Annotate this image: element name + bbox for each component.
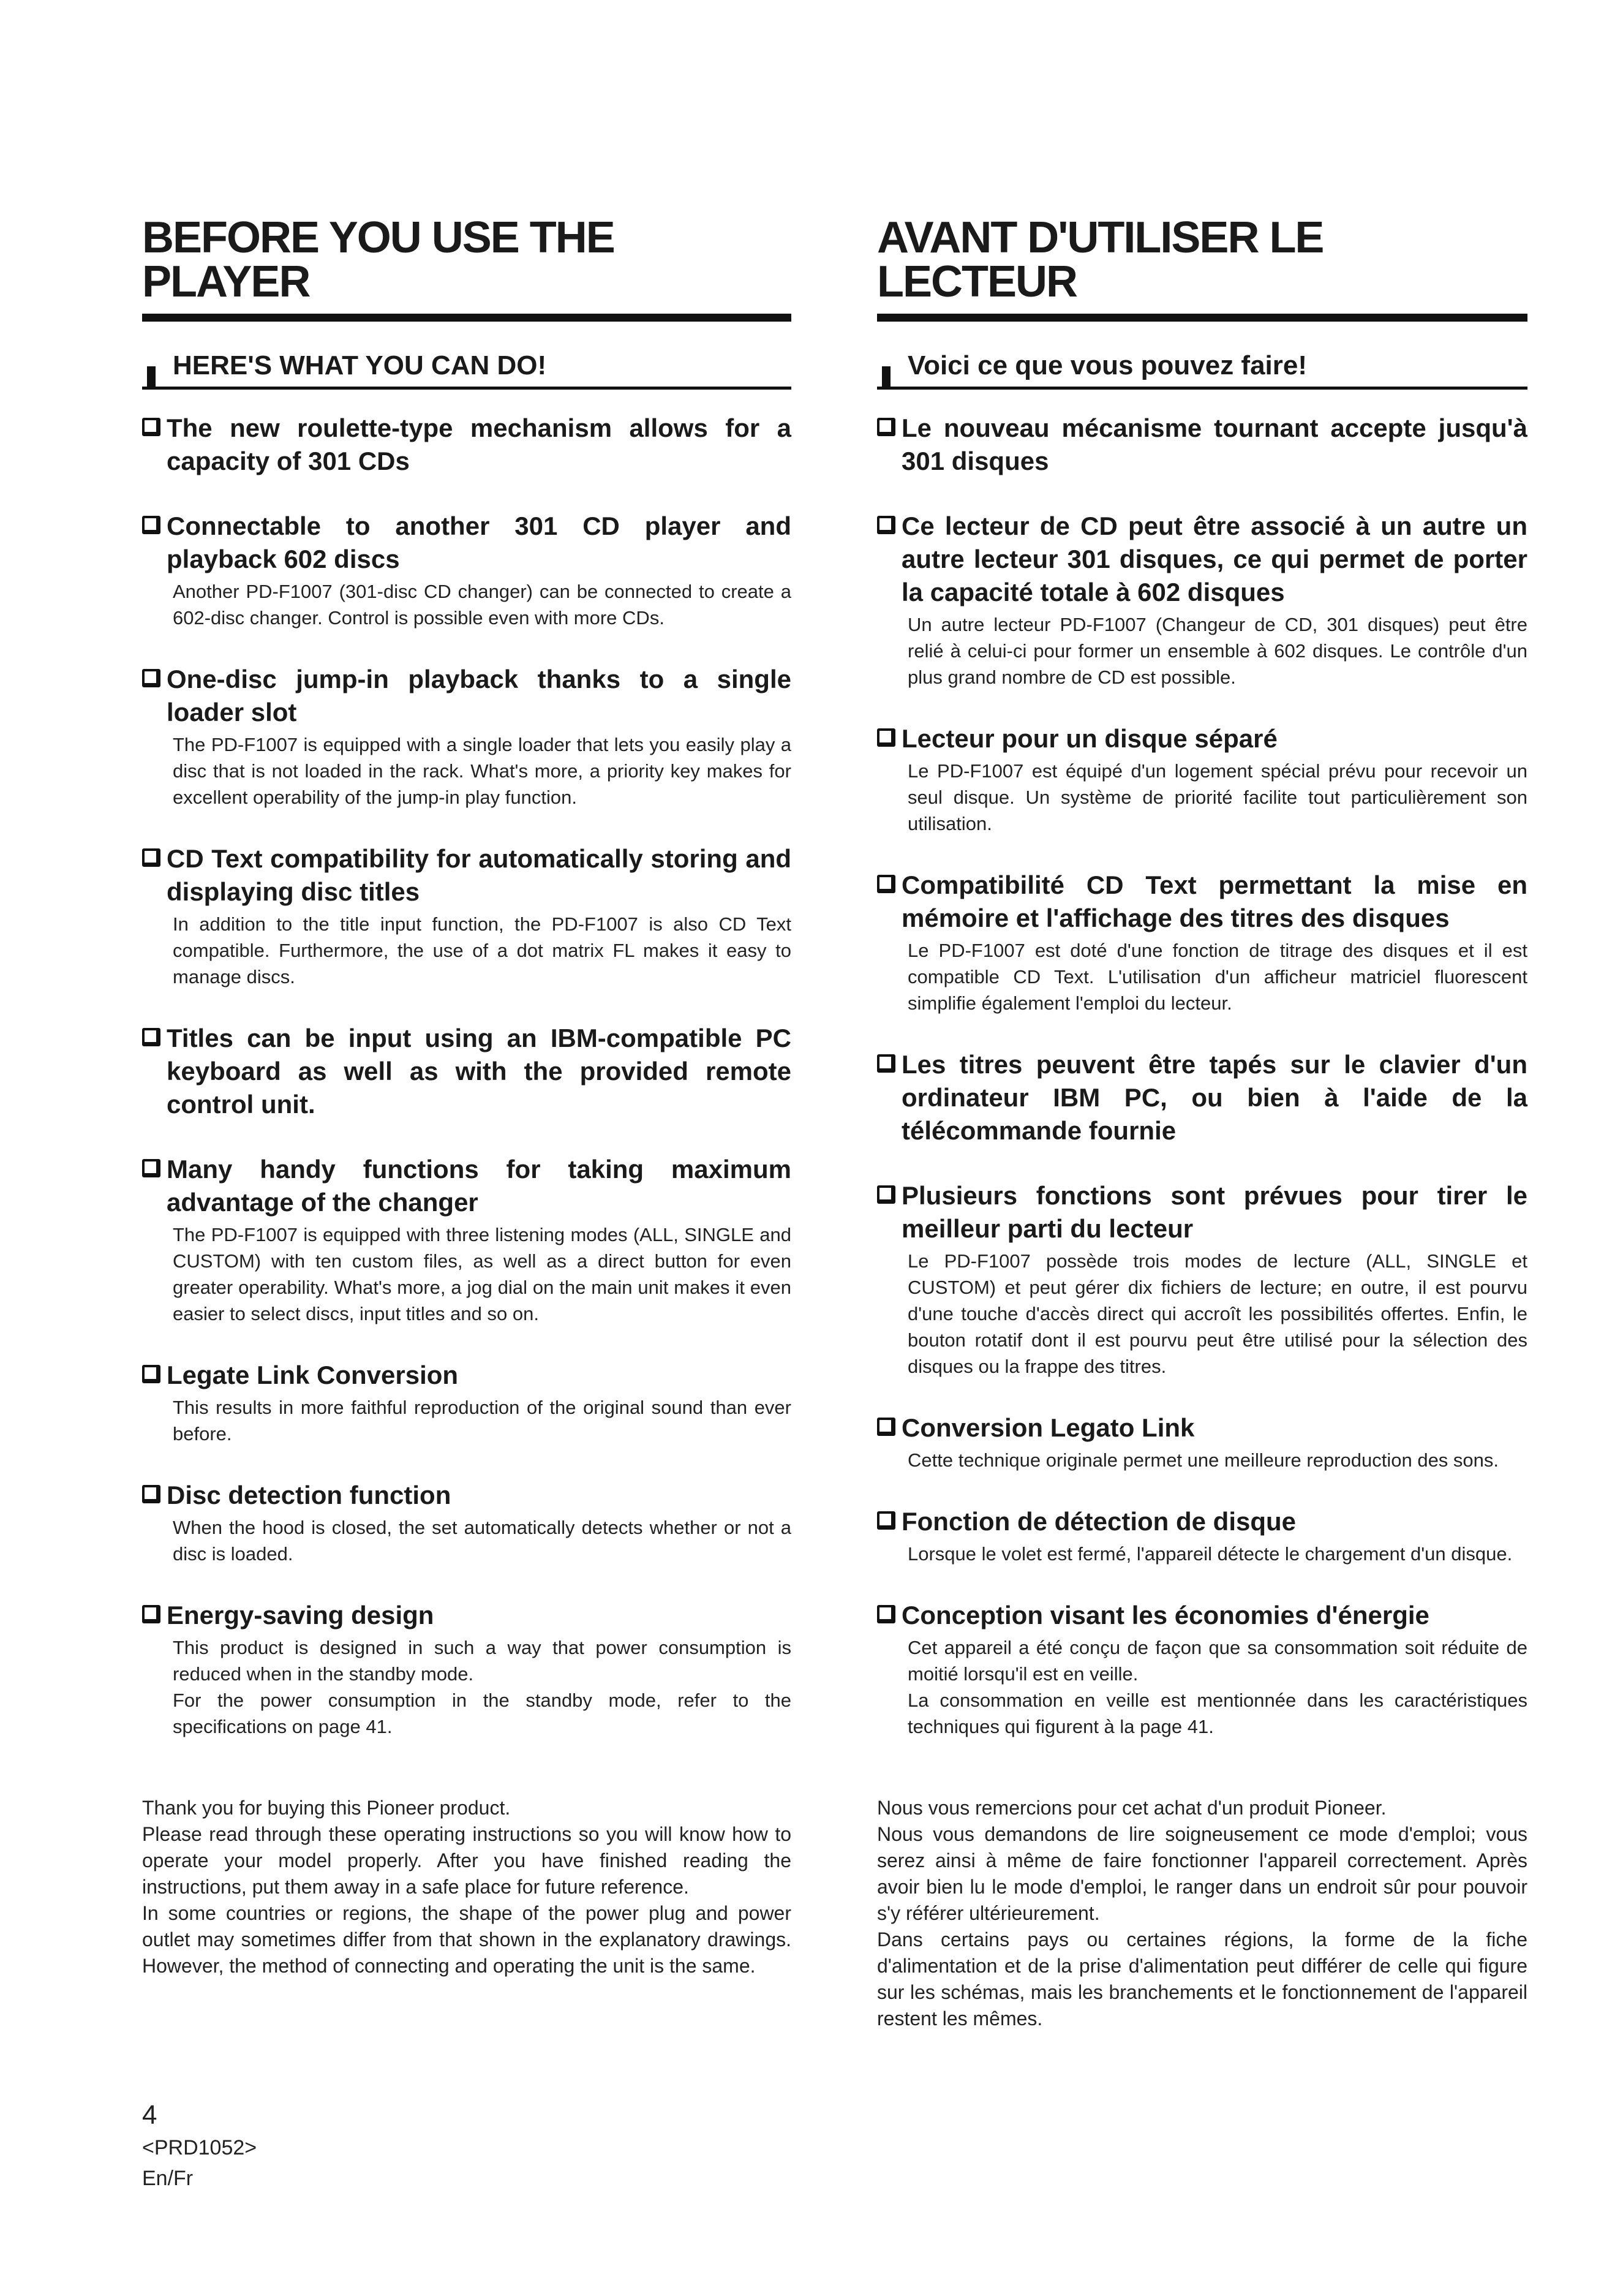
description-paragraph: For the power consumption in the standby mode, refer to the specifications on page 41. (173, 1690, 791, 1738)
description-paragraph: Cette technique originale permet une meilleure reproduction des sons. (908, 1449, 1499, 1471)
description-paragraph: When the hood is closed, the set automatically detects whether or not a disc is loaded. (173, 1517, 791, 1565)
intro-paragraph: Dans certains pays ou certaines régions, la forme de la fiche d'alimentation et de la prise d'alimentation peut différer de celle qui figure sur les schémas, mais les branchements et le fonctionnement de l'appareil restent les mêmes. (877, 1928, 1527, 2030)
feature-item (877, 1048, 1527, 1147)
feature-list-french (877, 412, 1527, 1740)
feature-description (908, 937, 1527, 1016)
feature-item (142, 1153, 791, 1327)
checkbox-icon (142, 1159, 160, 1177)
feature-description (173, 1394, 791, 1447)
description-paragraph: Another PD-F1007 (301-disc CD changer) can be connected to create a 602-disc changer. Control is possible even with more CDs. (173, 581, 791, 629)
feature-title: Les titres peuvent être tapés sur le clavier d'un ordinateur IBM PC, ou bien à l'aide de la télécommande fournie (902, 1050, 1527, 1146)
description-paragraph: In addition to the title input function, the PD-F1007 is also CD Text compatible. Furthermore, the use of a dot matrix FL makes it easy to manage discs. (173, 913, 791, 988)
feature-item (142, 412, 791, 478)
feature-item (142, 1479, 791, 1567)
feature-description (908, 1447, 1527, 1473)
checkbox-icon (877, 875, 895, 893)
feature-title: Energy-saving design (167, 1601, 434, 1630)
feature-title: Ce lecteur de CD peut être associé à un autre un autre lecteur 301 disques, ce qui permet de porter la capacité totale à 602 disques (902, 512, 1527, 607)
feature-title: Plusieurs fonctions sont prévues pour tirer le meilleur parti du lecteur (902, 1181, 1527, 1244)
feature-heading (877, 510, 1527, 609)
feature-title: The new roulette-type mechanism allows for a capacity of 301 CDs (167, 414, 791, 476)
intro-paragraph: Nous vous demandons de lire soigneusement ce mode d'emploi; vous serez ainsi à même de faire fonctionner l'appareil correctement. Après avoir bien lu le mode d'emploi, le ranger dans un endroit sûr pour pouvoir s'y référer ultérieurement. (877, 1823, 1527, 1924)
subheading-french (877, 351, 1527, 390)
feature-heading (142, 412, 791, 478)
feature-item (877, 510, 1527, 690)
intro-french (877, 1795, 1527, 2032)
feature-item (877, 1179, 1527, 1380)
feature-item (877, 722, 1527, 837)
section-marker-icon (882, 366, 891, 390)
intro-paragraph: Nous vous remercions pour cet achat d'un produit Pioneer. (877, 1797, 1387, 1819)
description-paragraph: Lorsque le volet est fermé, l'appareil détecte le chargement d'un disque. (908, 1543, 1513, 1565)
feature-item (142, 663, 791, 810)
feature-title: Titles can be input using an IBM-compatible PC keyboard as well as with the provided remote control unit. (167, 1024, 791, 1119)
checkbox-icon (142, 1485, 160, 1503)
feature-description (173, 1222, 791, 1327)
feature-title: Compatibilité CD Text permettant la mise en mémoire et l'affichage des titres des disques (902, 870, 1527, 933)
feature-description (908, 758, 1527, 837)
feature-description (173, 1514, 791, 1567)
feature-heading (877, 1411, 1527, 1444)
checkbox-icon (142, 516, 160, 534)
checkbox-icon (877, 516, 895, 534)
subheading-english (142, 351, 791, 390)
feature-heading (142, 663, 791, 729)
intro-paragraph: In some countries or regions, the shape of the power plug and power outlet may sometimes differ from that shown in the explanatory drawings. However, the method of connecting and operating the unit is the same. (142, 1902, 791, 1977)
feature-heading (142, 1153, 791, 1219)
description-paragraph: Cet appareil a été conçu de façon que sa consommation soit réduite de moitié lorsqu'il est en veille. (908, 1637, 1527, 1685)
checkbox-icon (877, 1511, 895, 1530)
feature-description (908, 1248, 1527, 1380)
feature-description (908, 1541, 1527, 1567)
description-paragraph: The PD-F1007 is equipped with a single loader that lets you easily play a disc that is not loaded in the rack. What's more, a priority key makes for excellent operability of the jump-in play function. (173, 734, 791, 809)
description-paragraph: This product is designed in such a way that power consumption is reduced when in the standby mode. (173, 1637, 791, 1685)
feature-item (142, 1022, 791, 1121)
feature-heading (877, 1599, 1527, 1632)
description-paragraph: Le PD-F1007 est équipé d'un logement spécial prévu pour recevoir un seul disque. Un système de priorité facilite tout particulièrement son utilisation. (908, 760, 1527, 835)
checkbox-icon (877, 418, 895, 436)
document-code: <PRD1052> (142, 2136, 257, 2159)
description-paragraph: Le PD-F1007 est doté d'une fonction de titrage des disques et il est compatible CD Text. L'utilisation d'un afficheur matriciel fluorescent simplifie également l'emploi du lecteur. (908, 940, 1527, 1014)
checkbox-icon (142, 848, 160, 867)
intro-english (142, 1795, 791, 1979)
feature-heading (142, 1359, 791, 1392)
feature-title: Connectable to another 301 CD player and playback 602 discs (167, 512, 791, 574)
feature-heading (877, 869, 1527, 935)
feature-title: One-disc jump-in playback thanks to a single loader slot (167, 665, 791, 727)
description-paragraph: Un autre lecteur PD-F1007 (Changeur de CD, 301 disques) peut être relié à celui-ci pour former un ensemble à 602 disques. Le contrôle d'un plus grand nombre de CD est possible. (908, 614, 1527, 689)
feature-title: Le nouveau mécanisme tournant accepte jusqu'à 301 disques (902, 414, 1527, 476)
feature-heading (877, 722, 1527, 755)
intro-paragraph: Thank you for buying this Pioneer product. (142, 1797, 511, 1819)
feature-item (877, 869, 1527, 1016)
description-paragraph: The PD-F1007 is equipped with three listening modes (ALL, SINGLE and CUSTOM) with ten custom files, as well as a direct button for even greater operability. What's more, a jog dial on the main unit makes it even easier to select discs, input titles and so on. (173, 1224, 791, 1325)
feature-heading (142, 510, 791, 576)
feature-item (142, 1359, 791, 1447)
feature-title: Conception visant les économies d'énergie (902, 1601, 1429, 1630)
feature-heading (142, 842, 791, 908)
checkbox-icon (142, 1605, 160, 1623)
checkbox-icon (877, 1185, 895, 1204)
feature-description (173, 1634, 791, 1740)
feature-title: Disc detection function (167, 1481, 451, 1510)
feature-heading (877, 1179, 1527, 1245)
section-marker-icon (147, 366, 156, 390)
feature-item (142, 510, 791, 631)
feature-description (173, 731, 791, 810)
english-column (142, 213, 791, 1772)
feature-item (877, 412, 1527, 478)
checkbox-icon (877, 728, 895, 747)
checkbox-icon (877, 1605, 895, 1623)
feature-heading (142, 1022, 791, 1121)
checkbox-icon (142, 669, 160, 687)
feature-item (142, 842, 791, 990)
feature-item (142, 1599, 791, 1740)
feature-description (908, 1634, 1527, 1740)
feature-title: Legate Link Conversion (167, 1361, 459, 1390)
feature-list-english (142, 412, 791, 1740)
checkbox-icon (877, 1418, 895, 1436)
intro-paragraph: Please read through these operating instructions so you will know how to operate your model properly. After you have finished reading the instructions, put them away in a safe place for future reference. (142, 1823, 791, 1898)
language-code: En/Fr (142, 2167, 194, 2190)
subheading-text: Voici ce que vous pouvez faire! (908, 350, 1308, 380)
feature-description (173, 911, 791, 990)
checkbox-icon (142, 1028, 160, 1046)
feature-heading (877, 1048, 1527, 1147)
page-title-english: BEFORE YOU USE THE PLAYER (142, 216, 791, 322)
checkbox-icon (877, 1054, 895, 1073)
feature-item (877, 1411, 1527, 1473)
feature-item (877, 1505, 1527, 1567)
page-title-french: AVANT D'UTILISER LE LECTEUR (877, 216, 1527, 322)
feature-heading (877, 1505, 1527, 1538)
feature-title: Lecteur pour un disque séparé (902, 724, 1278, 753)
description-paragraph: This results in more faithful reproduction of the original sound than ever before. (173, 1397, 791, 1445)
french-column (877, 213, 1527, 1772)
subheading-text: HERE'S WHAT YOU CAN DO! (173, 350, 547, 380)
description-paragraph: La consommation en veille est mentionnée dans les caractéristiques techniques qui figurent à la page 41. (908, 1690, 1527, 1738)
checkbox-icon (142, 418, 160, 436)
feature-item (877, 1599, 1527, 1740)
page-number: 4 (142, 2100, 157, 2130)
feature-heading (877, 412, 1527, 478)
feature-description (908, 611, 1527, 690)
feature-heading (142, 1599, 791, 1632)
checkbox-icon (142, 1365, 160, 1383)
feature-description (173, 578, 791, 631)
feature-heading (142, 1479, 791, 1512)
feature-title: Conversion Legato Link (902, 1413, 1195, 1443)
feature-title: Fonction de détection de disque (902, 1507, 1297, 1536)
feature-title: CD Text compatibility for automatically storing and displaying disc titles (167, 844, 791, 907)
page-footer (142, 2098, 257, 2194)
feature-title: Many handy functions for taking maximum advantage of the changer (167, 1155, 791, 1217)
description-paragraph: Le PD-F1007 possède trois modes de lecture (ALL, SINGLE et CUSTOM) et peut gérer dix fichiers de lecture; en outre, il est pourvu d'une touche d'accès direct qui accroît les possibilités offertes. Enfin, le bouton rotatif dont il est pourvu peut être utilisé pour la sélection des disques ou la frappe des titres. (908, 1250, 1527, 1378)
